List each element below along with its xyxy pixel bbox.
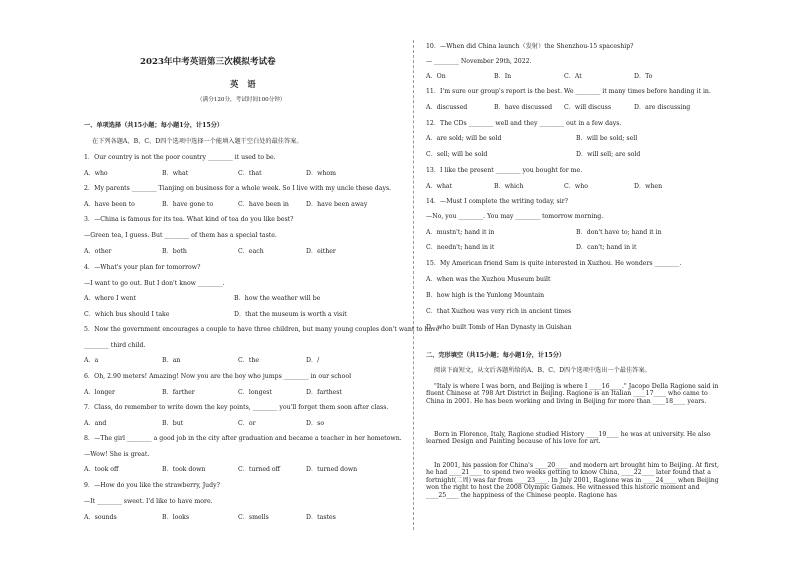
question-stem: 6．Oh, 2.90 meters! Amazing! Now you are the boy who jumps ________ in our school (84, 373, 352, 380)
answer-option: B．will be sold; sell (576, 135, 638, 142)
question-stem: —Green tea, I guess. But ________ of them has a special taste. (84, 232, 277, 239)
answer-option: B．both (162, 248, 187, 255)
answer-option: A．and (84, 420, 107, 427)
answer-option: B．took down (162, 466, 206, 473)
question-stem: 12．The CDs ________ well and they ________ out in a few days. (426, 120, 622, 127)
answer-option: D．have been away (306, 201, 368, 208)
answer-option: B．have discussed (494, 104, 553, 111)
answer-option: A．sounds (84, 514, 117, 521)
answer-option: D．To (634, 73, 653, 80)
answer-option: B．how the weather will be (234, 295, 321, 302)
question-stem: 7．Class, do remember to write down the key points, ________ you'll forget them soon after class. (84, 404, 389, 411)
answer-option: A．took off (84, 466, 119, 473)
column-divider (413, 40, 414, 530)
answer-option: D．when (634, 183, 663, 190)
question-stem: —No, you ________. You may ________ tomorrow morning. (426, 213, 604, 220)
answer-option: A．longer (84, 389, 115, 396)
answer-option: D．/ (306, 357, 320, 364)
exam-info: （满分120分，考试时间100分钟） (197, 97, 286, 103)
answer-option: D．either (306, 248, 336, 255)
passage-paragraph-1: "Italy is where I was born, and Beijing is where I ____16____." Jacopo Della Ragione said in fluent Chinese at 798 Art District in Beijing. Ragione is an Italian ____17____ who came to China in 2001. He has been working and living in Beijing for more than ____18____ years. (426, 383, 719, 405)
answer-option: C．which bus should I take (84, 311, 170, 318)
answer-option: A．are sold; will be sold (426, 135, 502, 142)
answer-option: A．On (426, 73, 446, 80)
answer-option: A．a (84, 357, 99, 364)
answer-option: B．don't have to; hand it in (576, 229, 662, 236)
answer-option: B．but (162, 420, 184, 427)
section2-instruction: 阅读下面短文，从文后各题所给的A、B、C、D四个选项中选出一个最佳答案。 (434, 367, 651, 374)
answer-option: C．each (238, 248, 264, 255)
answer-option: D．who built Tomb of Han Dynasty in Guishan (426, 324, 572, 331)
subject-title: 英 语 (230, 79, 259, 89)
question-stem: 10．—When did China launch（发射）the Shenzhou-15 spaceship? (426, 43, 634, 50)
question-stem: 5．Now the government encourages a couple to have three children, but many young couples don't want to have (84, 326, 440, 333)
question-stem: 9．—How do you like the strawberry, Judy? (84, 482, 220, 489)
question-stem: —It ________ sweet. I'd like to have more. (84, 498, 213, 505)
question-stem: 13．I like the present ________ you bought for me. (426, 167, 583, 174)
question-stem: 8．—The girl ________ a good job in the city after graduation and became a teacher in her hometown. (84, 435, 402, 442)
question-stem: 15．My American friend Sam is quite interested in Xuzhou. He wonders ________. (426, 260, 682, 267)
question-stem: 14．—Must I complete the writing today, sir? (426, 198, 568, 205)
question-stem: ________ third child. (84, 342, 146, 349)
answer-option: D．turned down (306, 466, 358, 473)
answer-option: D．tastes (306, 514, 336, 521)
answer-option: C．will discuss (564, 104, 612, 111)
answer-option: C．sell; will be sold (426, 151, 488, 158)
answer-option: C．the (238, 357, 260, 364)
answer-option: D．that the museum is worth a visit (234, 311, 347, 318)
answer-option: B．farther (162, 389, 195, 396)
answer-option: B．what (162, 170, 189, 177)
answer-option: D．can't; hand in it (576, 244, 637, 251)
question-stem: —Wow! She is great. (84, 451, 150, 458)
answer-option: C．that Xuzhou was very rich in ancient times (426, 308, 572, 315)
answer-option: C．longest (238, 389, 272, 396)
section1-heading: 一、单项选择（共15小题；每小题1分，计15分） (84, 122, 224, 129)
question-stem: — ________ November 29th, 2022. (426, 58, 532, 65)
answer-option: C．turned off (238, 466, 281, 473)
answer-option: D．so (306, 420, 325, 427)
answer-option: A．have been to (84, 201, 135, 208)
answer-option: B．looks (162, 514, 190, 521)
question-stem: 2．My parents ________ Tianjing on business for a whole week. So I live with my uncle these days. (84, 185, 392, 192)
answer-option: C．or (238, 420, 256, 427)
question-stem: 4．—What's your plan for tomorrow? (84, 264, 201, 271)
question-stem: 3．—China is famous for its tea. What kind of tea do you like best? (84, 216, 294, 223)
exam-title: 2023年中考英语第三次模拟考试卷 (140, 57, 276, 67)
question-stem: 1．Our country is not the poor country ________ it used to be. (84, 154, 276, 161)
answer-option: C．At (564, 73, 582, 80)
passage-paragraph-3: In 2001, his passion for China's ____20____ and modern art brought him to Beijing. At first, he had ____21____ to spend two weeks getting to know China, ____22____ later found that a fortnight(二周) was far from ____23____. In July 2001, Ragione was in ____24____ when Beijing won the right to host the 2008 Olympic Games. He witnessed this historic moment and ____25____ the happiness of the Chinese people. Ragione has (426, 462, 719, 499)
answer-option: C．smells (238, 514, 269, 521)
answer-option: A．mustn't; hand it in (426, 229, 495, 236)
question-stem: —I want to go out. But I don't know ________. (84, 280, 225, 287)
answer-option: B．how high is the Yunlong Mountain (426, 292, 545, 299)
answer-option: B．an (162, 357, 181, 364)
answer-option: D．farthest (306, 389, 342, 396)
answer-option: B．which (494, 183, 524, 190)
answer-option: C．have been in (238, 201, 289, 208)
answer-option: D．whom (306, 170, 337, 177)
answer-option: D．will sell; are sold (576, 151, 641, 158)
section2-heading: 二、完形填空（共15小题；每小题1分，计15分） (426, 352, 566, 359)
answer-option: A．what (426, 183, 453, 190)
answer-option: B．have gone to (162, 201, 214, 208)
answer-option: A．where I went (84, 295, 137, 302)
answer-option: A．other (84, 248, 112, 255)
passage-paragraph-2: Born in Florence, Italy, Ragione studied History ____19____ he was at university. He also learned Design and Painting because of his love for art. (426, 431, 711, 446)
right-column (426, 0, 724, 562)
answer-option: C．who (564, 183, 588, 190)
answer-option: D．are discussing (634, 104, 691, 111)
question-stem: 11．I'm sure our group's report is the best. We ________ it many times before handing it in. (426, 88, 711, 95)
answer-option: C．that (238, 170, 262, 177)
answer-option: A．who (84, 170, 108, 177)
answer-option: A．when was the Xuzhou Museum built (426, 276, 551, 283)
answer-option: A．discussed (426, 104, 468, 111)
answer-option: C．needn't; hand in it (426, 244, 495, 251)
answer-option: B．In (494, 73, 512, 80)
section1-instruction: 在下列各题A、B、C、D四个选项中选择一个能填入题干空白处的最佳答案。 (92, 138, 303, 145)
